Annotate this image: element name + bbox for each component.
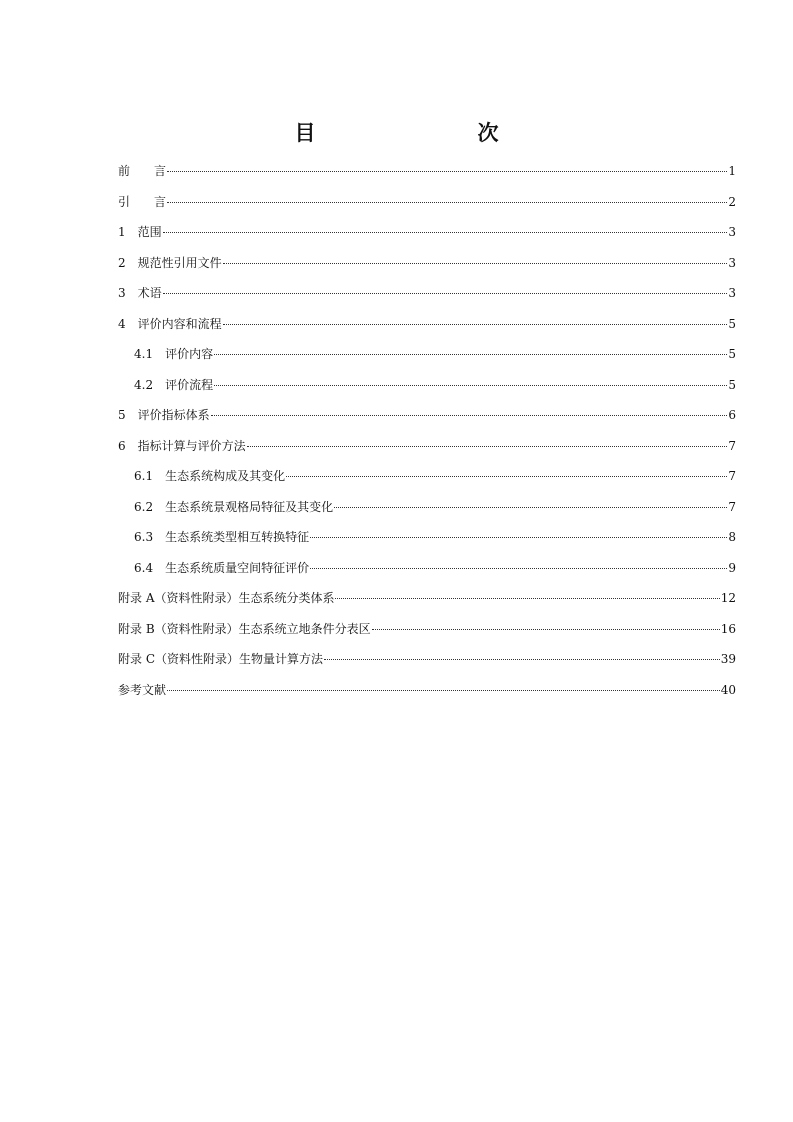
toc-entry-page: 5 [728, 316, 736, 331]
toc-entry-text: 引 言 [118, 194, 167, 209]
toc-entry-text: 规范性引用文件 [137, 255, 222, 270]
toc-entry[interactable] [118, 614, 736, 645]
toc-entry-number: 6.1 [134, 469, 154, 483]
toc-entry-text: 生态系统构成及其变化 [165, 469, 286, 483]
toc-entry-label [118, 583, 334, 614]
dot-leader [247, 445, 728, 447]
dot-leader [211, 414, 728, 416]
toc-entry[interactable] [118, 339, 736, 370]
dot-leader [163, 231, 728, 233]
toc-entry[interactable] [118, 309, 736, 340]
dot-leader [334, 506, 727, 508]
toc-entry-label [118, 156, 166, 187]
toc-entry[interactable] [118, 156, 736, 187]
toc-entry-text: 术语 [137, 286, 162, 300]
toc-entry[interactable] [118, 370, 736, 401]
toc-entry[interactable] [118, 522, 736, 553]
toc-entry-label [134, 553, 309, 584]
toc-entry-page: 40 [720, 682, 736, 697]
toc-entry[interactable] [118, 461, 736, 492]
toc-entry-text: 评价内容和流程 [137, 316, 222, 331]
toc-title: 目 次 [294, 121, 539, 145]
toc-entry-page: 5 [728, 377, 736, 392]
table-of-contents [118, 156, 736, 705]
toc-entry-number: 4 [118, 316, 126, 331]
dot-leader [167, 689, 720, 691]
toc-entry[interactable] [118, 400, 736, 431]
toc-entry[interactable] [118, 553, 736, 584]
toc-entry-label [118, 675, 166, 706]
toc-entry-text: 生态系统质量空间特征评价 [165, 560, 310, 575]
toc-entry-number: 6 [118, 438, 126, 453]
dot-leader [167, 201, 727, 203]
toc-entry-number: 4.1 [134, 347, 154, 361]
toc-entry-label [118, 187, 166, 218]
toc-entry[interactable] [118, 278, 736, 309]
toc-entry-label [118, 644, 323, 675]
toc-entry-page: 7 [728, 499, 736, 514]
toc-entry-page: 1 [728, 164, 736, 178]
toc-entry[interactable] [118, 248, 736, 279]
dot-leader [223, 323, 728, 325]
toc-entry-label [134, 522, 309, 553]
toc-entry-text: 指标计算与评价方法 [137, 438, 246, 453]
toc-entry-page: 5 [728, 347, 736, 361]
toc-entry-text: 附录 B（资料性附录）生态系统立地条件分表区 [118, 621, 371, 636]
toc-entry-label [118, 431, 246, 462]
toc-entry-page: 3 [728, 286, 736, 300]
toc-entry-page: 2 [728, 194, 736, 209]
toc-entry-label [134, 339, 213, 370]
dot-leader [223, 262, 728, 264]
dot-leader [286, 475, 727, 477]
dot-leader [163, 292, 728, 294]
toc-entry-label [118, 248, 222, 279]
dot-leader [214, 353, 727, 355]
toc-entry-page: 7 [728, 438, 736, 453]
dot-leader [335, 597, 719, 599]
toc-entry-text: 附录 A（资料性附录）生态系统分类体系 [118, 591, 335, 605]
dot-leader [310, 567, 727, 569]
toc-entry[interactable] [118, 583, 736, 614]
toc-entry-number: 4.2 [134, 377, 154, 392]
toc-entry-number: 1 [118, 225, 126, 239]
toc-entry-text: 评价流程 [165, 377, 214, 392]
toc-entry-number: 6.3 [134, 530, 154, 544]
dot-leader [214, 384, 727, 386]
toc-entry-text: 范围 [137, 225, 162, 239]
toc-entry-text: 生态系统类型相互转换特征 [165, 530, 310, 544]
toc-entry-page: 7 [728, 469, 736, 483]
toc-entry-label [134, 370, 213, 401]
toc-entry-label [118, 614, 371, 645]
toc-entry[interactable] [118, 187, 736, 218]
toc-entry-text: 前 言 [118, 164, 167, 178]
dot-leader [310, 536, 727, 538]
toc-entry-label [118, 309, 222, 340]
toc-entry-number: 2 [118, 255, 126, 270]
toc-entry-label [118, 278, 162, 309]
dot-leader [324, 658, 720, 660]
toc-entry-label [118, 217, 162, 248]
toc-entry[interactable] [118, 431, 736, 462]
toc-entry-page: 6 [728, 408, 736, 422]
toc-entry[interactable] [118, 675, 736, 706]
toc-entry-label [134, 492, 333, 523]
toc-entry-text: 评价内容 [165, 347, 214, 361]
dot-leader [372, 628, 720, 630]
toc-entry-page: 3 [728, 225, 736, 239]
toc-entry-page: 39 [720, 652, 736, 666]
toc-entry-label [134, 461, 285, 492]
toc-entry[interactable] [118, 644, 736, 675]
toc-entry-number: 6.4 [134, 560, 154, 575]
toc-entry-page: 8 [728, 530, 736, 544]
toc-entry-text: 生态系统景观格局特征及其变化 [165, 499, 334, 514]
toc-entry-label [118, 400, 210, 431]
toc-entry-page: 12 [720, 591, 736, 605]
toc-entry-page: 3 [728, 255, 736, 270]
toc-entry-page: 16 [720, 621, 736, 636]
toc-entry[interactable] [118, 492, 736, 523]
toc-entry-number: 5 [118, 408, 126, 422]
toc-entry-text: 附录 C（资料性附录）生物量计算方法 [118, 652, 323, 666]
dot-leader [167, 170, 727, 172]
toc-entry-text: 评价指标体系 [137, 408, 210, 422]
toc-entry-number: 6.2 [134, 499, 154, 514]
toc-entry-number: 3 [118, 286, 126, 300]
toc-entry-page: 9 [728, 560, 736, 575]
toc-entry-text: 参考文献 [118, 682, 167, 697]
toc-entry[interactable] [118, 217, 736, 248]
